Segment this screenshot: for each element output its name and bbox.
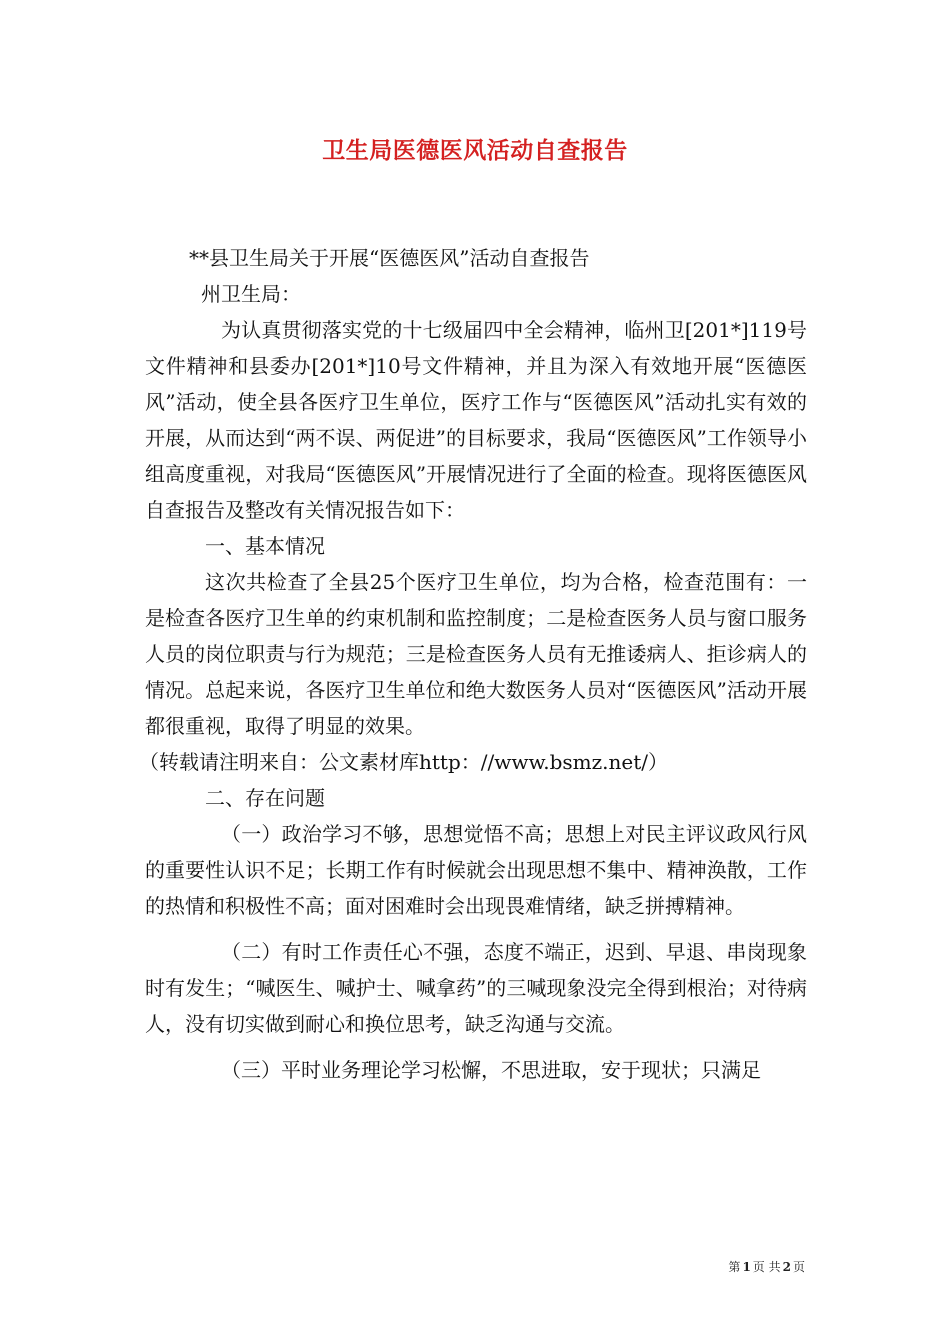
problem-paragraph-1: （一）政治学习不够，思想觉悟不高；思想上对民主评议政风行风的重要性认识不足；长期工作有时候就会出现思想不集中、精神涣散，工作的热情和积极性不高；面对困难时会出现畏难情绪，缺乏拼搏精神。 [145,822,807,918]
footer-middle: 页 共 [752,1260,781,1274]
basic-situation-paragraph: 这次共检查了全县25个医疗卫生单位，均为合格，检查范围有：一是检查各医疗卫生单的约束机制和监控制度；二是检查医务人员与窗口服务人员的岗位职责与行为规范；三是检查医务人员有无推诿病人、拒诊病人的情况。总起来说，各医疗卫生单位和绝大数医务人员对“医德医风”活动开展都很重视，取得了明显的效果。 [145,570,807,738]
problem-paragraph-3: （三）平时业务理论学习松懈，不思进取，安于现状；只满足 [221,1058,761,1082]
document-title: 卫生局医德医风活动自查报告 [322,137,628,164]
paragraph-gap [145,1042,807,1052]
section-heading-problems: 二、存在问题 [205,786,325,810]
greeting-line: 州卫生局： [201,282,301,306]
total-pages-number: 2 [782,1260,791,1274]
footer-suffix: 页 [792,1260,805,1274]
section-heading-basic-situation: 一、基本情况 [205,534,325,558]
current-page-number: 1 [742,1260,751,1274]
page-footer [728,1258,805,1275]
document-body [139,240,807,1088]
problem-paragraph-2: （二）有时工作责任心不强，态度不端正，迟到、早退、串岗现象时有发生；“喊医生、喊护士、喊拿药”的三喊现象没完全得到根治；对待病人，没有切实做到耐心和换位思考，缺乏沟通与交流。 [145,940,807,1036]
intro-paragraph: 为认真贯彻落实党的十七级届四中全会精神，临州卫[201*]119号文件精神和县委办[201*]10号文件精神，并且为深入有效地开展“医德医风”活动，使全县各医疗卫生单位，医疗工作与“医德医风”活动扎实有效的开展，从而达到“两不误、两促进”的目标要求，我局“医德医风”工作领导小组高度重视，对我局“医德医风”开展情况进行了全面的检查。现将医德医风自查报告及整改有关情况报告如下： [145,318,807,522]
source-note: （转载请注明来自：公文素材库http：//www.bsmz.net/） [139,750,668,774]
paragraph-gap [145,924,807,934]
footer-prefix: 第 [728,1260,741,1274]
document-subtitle: **县卫生局关于开展“医德医风”活动自查报告 [189,246,590,270]
